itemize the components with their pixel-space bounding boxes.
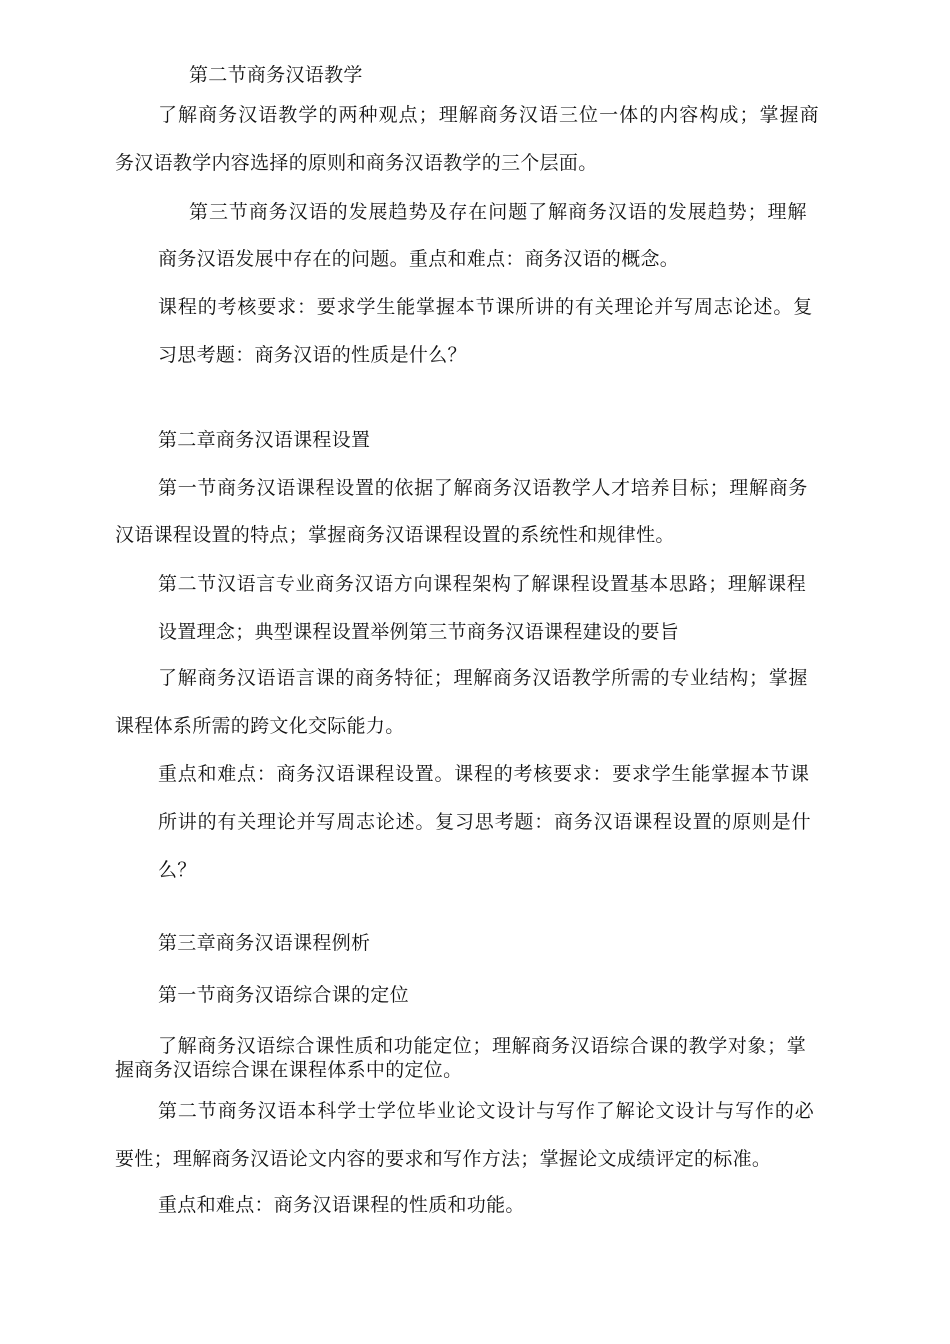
paragraph-line: 第二节汉语言专业商务汉语方向课程架构了解课程设置基本思路；理解课程 <box>158 573 807 595</box>
paragraph-line: 课程体系所需的跨文化交际能力。 <box>115 715 405 737</box>
paragraph-line: 重点和难点：商务汉语课程设置。课程的考核要求：要求学生能掌握本节课 <box>158 763 810 785</box>
section-heading: 第一节商务汉语综合课的定位 <box>158 984 409 1006</box>
paragraph-line: 了解商务汉语教学的两种观点；理解商务汉语三位一体的内容构成；掌握商 <box>158 104 820 126</box>
paragraph-line: 习思考题：商务汉语的性质是什么？ <box>158 344 467 366</box>
paragraph-line: 第一节商务汉语课程设置的依据了解商务汉语教学人才培养目标；理解商务 <box>158 477 809 499</box>
paragraph-line: 第三节商务汉语的发展趋势及存在问题了解商务汉语的发展趋势；理解 <box>189 201 808 223</box>
paragraph-line: 重点和难点：商务汉语课程的性质和功能。 <box>158 1194 525 1216</box>
paragraph-line: 课程的考核要求：要求学生能掌握本节课所讲的有关理论并写周志论述。复 <box>158 296 814 318</box>
paragraph-line: 务汉语教学内容选择的原则和商务汉语教学的三个层面。 <box>115 152 598 174</box>
paragraph-line: 商务汉语发展中存在的问题。重点和难点：商务汉语的概念。 <box>158 248 680 270</box>
paragraph-line: 了解商务汉语语言课的商务特征；理解商务汉语教学所需的专业结构；掌握 <box>158 667 809 689</box>
paragraph-line: 要性；理解商务汉语论文内容的要求和写作方法；掌握论文成绩评定的标准。 <box>115 1148 772 1170</box>
paragraph-line: 第二节商务汉语本科学士学位毕业论文设计与写作了解论文设计与写作的必 <box>158 1100 815 1122</box>
paragraph-line: 了解商务汉语综合课性质和功能定位；理解商务汉语综合课的教学对象；掌 <box>158 1035 807 1057</box>
section-heading: 第二节商务汉语教学 <box>189 64 363 86</box>
paragraph-line: 么？ <box>158 859 197 881</box>
paragraph-line: 所讲的有关理论并写周志论述。复习思考题：商务汉语课程设置的原则是什 <box>158 811 812 833</box>
paragraph-line: 汉语课程设置的特点；掌握商务汉语课程设置的系统性和规律性。 <box>115 524 675 546</box>
paragraph-line: 握商务汉语综合课在课程体系中的定位。 <box>115 1059 463 1081</box>
chapter-heading: 第三章商务汉语课程例析 <box>158 932 371 954</box>
chapter-heading: 第二章商务汉语课程设置 <box>158 429 371 451</box>
paragraph-line: 设置理念；典型课程设置举例第三节商务汉语课程建设的要旨 <box>158 621 680 643</box>
